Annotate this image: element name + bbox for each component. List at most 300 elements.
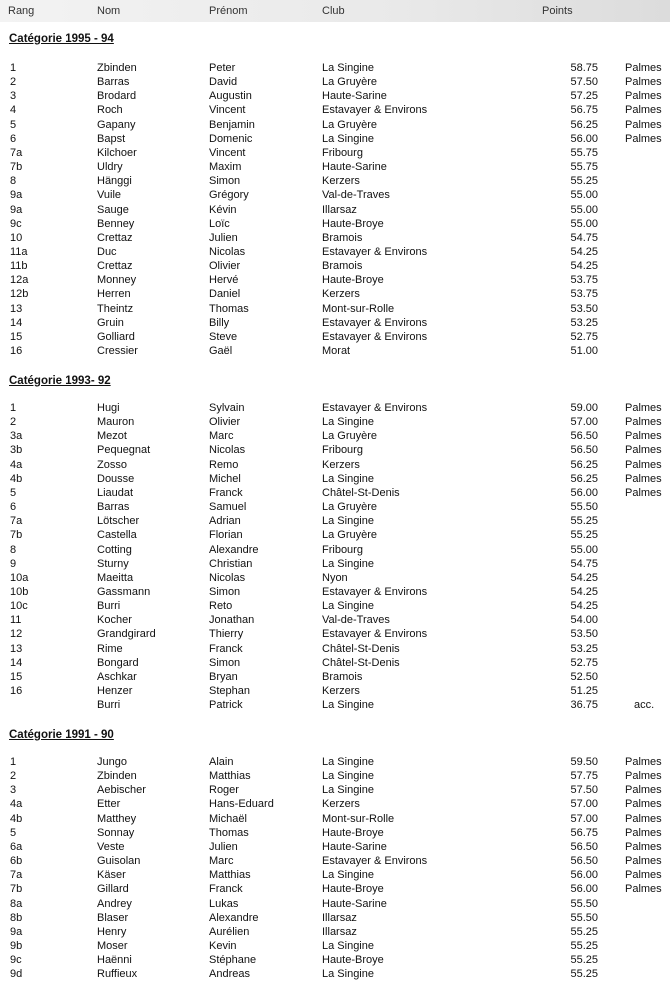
rank-cell: 10b xyxy=(10,585,29,598)
first-name-cell: David xyxy=(209,76,238,89)
club-cell: Kerzers xyxy=(322,458,360,471)
rank-cell: 4b xyxy=(10,472,23,485)
header-prenom: Prénom xyxy=(209,5,248,17)
table-row xyxy=(0,882,670,896)
club-cell: Kerzers xyxy=(322,798,360,811)
first-name-cell: Stephan xyxy=(209,685,250,697)
last-name-cell: Henzer xyxy=(97,685,133,697)
last-name-cell: Liaudat xyxy=(97,486,134,499)
first-name-cell: Christian xyxy=(209,557,253,570)
last-name-cell: Haënni xyxy=(97,954,132,967)
last-name-cell: Monney xyxy=(97,274,137,287)
table-row xyxy=(0,344,670,358)
points-cell: 56.50 xyxy=(570,855,598,868)
table-row xyxy=(0,316,670,330)
points-cell: 52.75 xyxy=(570,656,598,669)
table-row xyxy=(0,543,670,557)
last-name-cell: Henry xyxy=(97,925,127,938)
rank-cell: 4b xyxy=(10,812,23,825)
club-cell: Haute-Sarine xyxy=(322,840,387,853)
rank-cell: 2 xyxy=(10,416,17,429)
club-cell: Estavayer & Environs xyxy=(322,316,428,329)
table-row xyxy=(0,812,670,826)
last-name-cell: Sturny xyxy=(97,557,129,570)
note-cell: Palmes xyxy=(625,855,662,868)
club-cell: La Gruyère xyxy=(322,430,378,443)
club-cell: Estavayer & Environs xyxy=(322,245,428,258)
last-name-cell: Castella xyxy=(97,529,137,542)
club-cell: Haute-Sarine xyxy=(322,897,387,910)
first-name-cell: Gaël xyxy=(209,345,233,357)
first-name-cell: Sylvain xyxy=(209,402,245,414)
last-name-cell: Dousse xyxy=(97,472,135,485)
club-cell: Haute-Broye xyxy=(322,954,384,967)
table-row xyxy=(0,245,670,259)
rank-cell: 13 xyxy=(10,642,23,655)
points-cell: 53.75 xyxy=(570,274,598,287)
points-cell: 56.00 xyxy=(570,869,598,882)
club-cell: Val-de-Traves xyxy=(322,189,390,202)
rank-cell: 8 xyxy=(10,543,17,556)
last-name-cell: Maeitta xyxy=(97,571,134,584)
first-name-cell: Franck xyxy=(209,642,243,655)
last-name-cell: Sauge xyxy=(97,203,129,216)
last-name-cell: Gruin xyxy=(97,316,124,329)
club-cell: Estavayer & Environs xyxy=(322,402,428,414)
last-name-cell: Käser xyxy=(97,869,126,882)
rank-cell: 7a xyxy=(10,515,23,528)
points-cell: 56.00 xyxy=(570,486,598,499)
category-title: Catégorie 1995 - 94 xyxy=(9,33,114,45)
table-row xyxy=(0,443,670,457)
first-name-cell: Vincent xyxy=(209,104,246,117)
last-name-cell: Zbinden xyxy=(97,770,137,783)
first-name-cell: Andreas xyxy=(209,968,250,981)
last-name-cell: Pequegnat xyxy=(97,444,151,457)
header-nom: Nom xyxy=(97,5,121,17)
points-cell: 55.50 xyxy=(570,897,598,910)
table-row xyxy=(0,330,670,344)
first-name-cell: Simon xyxy=(209,175,241,188)
points-cell: 54.25 xyxy=(570,600,598,613)
rank-cell: 2 xyxy=(10,76,17,89)
table-row xyxy=(0,967,670,981)
last-name-cell: Jungo xyxy=(97,756,127,768)
rank-cell: 4a xyxy=(10,798,23,811)
club-cell: Fribourg xyxy=(322,146,363,159)
first-name-cell: Simon xyxy=(209,656,241,669)
last-name-cell: Bongard xyxy=(97,656,139,669)
points-cell: 52.50 xyxy=(570,670,598,683)
table-row xyxy=(0,472,670,486)
rank-cell: 2 xyxy=(10,770,17,783)
table-row xyxy=(0,684,670,698)
rank-cell: 11a xyxy=(10,245,28,258)
points-cell: 56.25 xyxy=(570,472,598,485)
rank-cell: 7a xyxy=(10,146,23,159)
last-name-cell: Sonnay xyxy=(97,826,135,839)
first-name-cell: Remo xyxy=(209,458,239,471)
first-name-cell: Thomas xyxy=(209,826,249,839)
rank-cell: 9a xyxy=(10,189,23,202)
note-cell: Palmes xyxy=(625,798,662,811)
points-cell: 53.75 xyxy=(570,288,598,301)
table-row xyxy=(0,797,670,811)
rank-cell: 7a xyxy=(10,869,23,882)
rank-cell: 6 xyxy=(10,132,17,145)
last-name-cell: Guisolan xyxy=(97,855,141,868)
last-name-cell: Kilchoer xyxy=(97,146,137,159)
last-name-cell: Benney xyxy=(97,217,135,230)
table-row xyxy=(0,486,670,500)
first-name-cell: Loïc xyxy=(209,217,230,230)
last-name-cell: Matthey xyxy=(97,812,137,825)
rank-cell: 3 xyxy=(10,784,17,797)
first-name-cell: Thomas xyxy=(209,302,249,315)
points-cell: 55.50 xyxy=(570,501,598,514)
first-name-cell: Aurélien xyxy=(209,925,250,938)
points-cell: 55.25 xyxy=(570,939,598,952)
first-name-cell: Grégory xyxy=(209,189,249,202)
last-name-cell: Etter xyxy=(97,798,121,811)
club-cell: Estavayer & Environs xyxy=(322,585,428,598)
note-cell: Palmes xyxy=(625,62,662,74)
points-cell: 57.50 xyxy=(570,784,598,797)
club-cell: Haute-Sarine xyxy=(322,90,387,103)
rank-cell: 9c xyxy=(10,954,22,967)
table-row xyxy=(0,670,670,684)
rank-cell: 6a xyxy=(10,840,23,853)
club-cell: Bramois xyxy=(322,231,363,244)
club-cell: Illarsaz xyxy=(322,203,357,216)
points-cell: 55.25 xyxy=(570,515,598,528)
last-name-cell: Moser xyxy=(97,939,128,952)
note-cell: Palmes xyxy=(625,458,662,471)
club-cell: La Singine xyxy=(322,600,374,613)
last-name-cell: Roch xyxy=(97,104,123,117)
table-row xyxy=(0,755,670,769)
note-cell: Palmes xyxy=(625,118,662,131)
rank-cell: 14 xyxy=(10,316,23,329)
table-row xyxy=(0,89,670,103)
last-name-cell: Herren xyxy=(97,288,131,301)
rank-cell: 7b xyxy=(10,529,23,542)
points-cell: 54.75 xyxy=(570,557,598,570)
note-cell: Palmes xyxy=(625,812,662,825)
table-row xyxy=(0,656,670,670)
points-cell: 59.00 xyxy=(570,402,598,414)
note-cell: Palmes xyxy=(625,132,662,145)
points-cell: 54.75 xyxy=(570,231,598,244)
rank-cell: 1 xyxy=(10,62,17,74)
last-name-cell: Grandgirard xyxy=(97,628,156,641)
last-name-cell: Aebischer xyxy=(97,784,146,797)
table-row xyxy=(0,203,670,217)
table-row xyxy=(0,103,670,117)
club-cell: Fribourg xyxy=(322,543,363,556)
last-name-cell: Kocher xyxy=(97,614,132,627)
rank-cell: 12b xyxy=(10,288,29,301)
note-cell: Palmes xyxy=(625,444,662,457)
points-cell: 56.75 xyxy=(570,104,598,117)
points-cell: 55.25 xyxy=(570,954,598,967)
points-cell: 54.00 xyxy=(570,614,598,627)
points-cell: 55.25 xyxy=(570,529,598,542)
club-cell: Mont-sur-Rolle xyxy=(322,812,395,825)
first-name-cell: Alain xyxy=(209,756,234,768)
table-row xyxy=(0,458,670,472)
category-title: Catégorie 1991 - 90 xyxy=(9,729,114,741)
last-name-cell: Rime xyxy=(97,642,123,655)
rank-cell: 7b xyxy=(10,161,23,174)
table-row xyxy=(0,925,670,939)
last-name-cell: Andrey xyxy=(97,897,132,910)
rank-cell: 12a xyxy=(10,274,29,287)
club-cell: Kerzers xyxy=(322,288,360,301)
first-name-cell: Lukas xyxy=(209,897,239,910)
table-row xyxy=(0,415,670,429)
club-cell: Mont-sur-Rolle xyxy=(322,302,395,315)
rank-cell: 5 xyxy=(10,826,17,839)
club-cell: La Singine xyxy=(322,756,374,768)
first-name-cell: Alexandre xyxy=(209,543,259,556)
points-cell: 36.75 xyxy=(570,699,598,712)
table-row xyxy=(0,826,670,840)
last-name-cell: Ruffieux xyxy=(97,968,138,981)
table-row xyxy=(0,188,670,202)
points-cell: 55.00 xyxy=(570,189,598,202)
club-cell: Estavayer & Environs xyxy=(322,628,428,641)
table-row xyxy=(0,75,670,89)
rank-cell: 8a xyxy=(10,897,23,910)
rank-cell: 9a xyxy=(10,203,23,216)
points-cell: 56.50 xyxy=(570,840,598,853)
rank-cell: 7b xyxy=(10,883,23,896)
table-row xyxy=(0,698,670,712)
first-name-cell: Reto xyxy=(209,600,233,613)
points-cell: 55.00 xyxy=(570,217,598,230)
club-cell: La Singine xyxy=(322,699,374,712)
club-cell: Bramois xyxy=(322,670,363,683)
club-cell: Illarsaz xyxy=(322,911,357,924)
rank-cell: 6 xyxy=(10,501,17,514)
points-cell: 55.25 xyxy=(570,925,598,938)
points-cell: 57.00 xyxy=(570,798,598,811)
points-cell: 57.75 xyxy=(570,770,598,783)
club-cell: La Singine xyxy=(322,416,374,429)
table-row xyxy=(0,613,670,627)
first-name-cell: Franck xyxy=(209,883,243,896)
first-name-cell: Samuel xyxy=(209,501,247,514)
last-name-cell: Crettaz xyxy=(97,231,133,244)
points-cell: 53.25 xyxy=(570,316,598,329)
first-name-cell: Franck xyxy=(209,486,243,499)
note-cell: Palmes xyxy=(625,756,662,768)
table-row xyxy=(0,500,670,514)
note-cell: Palmes xyxy=(625,883,662,896)
table-row xyxy=(0,571,670,585)
points-cell: 51.00 xyxy=(570,345,598,357)
club-cell: Châtel-St-Denis xyxy=(322,642,400,655)
note-cell: Palmes xyxy=(625,76,662,89)
club-cell: Illarsaz xyxy=(322,925,357,938)
club-cell: La Singine xyxy=(322,472,374,485)
rank-cell: 1 xyxy=(10,402,17,414)
first-name-cell: Alexandre xyxy=(209,911,259,924)
table-row xyxy=(0,585,670,599)
club-cell: Estavayer & Environs xyxy=(322,855,428,868)
points-cell: 56.00 xyxy=(570,132,598,145)
first-name-cell: Julien xyxy=(209,840,238,853)
rank-cell: 3a xyxy=(10,430,23,443)
last-name-cell: Vuile xyxy=(97,189,122,202)
club-cell: La Singine xyxy=(322,62,374,74)
rank-cell: 14 xyxy=(10,656,23,669)
table-row xyxy=(0,911,670,925)
header-points: Points xyxy=(542,5,573,17)
last-name-cell: Golliard xyxy=(97,330,135,343)
first-name-cell: Simon xyxy=(209,585,241,598)
last-name-cell: Blaser xyxy=(97,911,129,924)
rank-cell: 12 xyxy=(10,628,23,641)
rank-cell: 9 xyxy=(10,557,17,570)
rank-cell: 15 xyxy=(10,670,23,683)
points-cell: 54.25 xyxy=(570,260,598,273)
points-cell: 58.75 xyxy=(570,62,598,74)
table-row xyxy=(0,854,670,868)
points-cell: 51.25 xyxy=(570,685,598,697)
first-name-cell: Marc xyxy=(209,855,234,868)
last-name-cell: Cressier xyxy=(97,345,138,357)
club-cell: Bramois xyxy=(322,260,363,273)
table-row xyxy=(0,514,670,528)
club-cell: La Singine xyxy=(322,515,374,528)
last-name-cell: Lötscher xyxy=(97,515,140,528)
last-name-cell: Hänggi xyxy=(97,175,132,188)
table-row xyxy=(0,132,670,146)
table-row xyxy=(0,939,670,953)
points-cell: 55.75 xyxy=(570,146,598,159)
points-cell: 56.00 xyxy=(570,883,598,896)
rank-cell: 10 xyxy=(10,231,23,244)
first-name-cell: Matthias xyxy=(209,770,251,783)
club-cell: Nyon xyxy=(322,571,348,584)
table-row xyxy=(0,897,670,911)
first-name-cell: Vincent xyxy=(209,146,246,159)
table-row xyxy=(0,840,670,854)
note-cell: Palmes xyxy=(625,430,662,443)
first-name-cell: Thierry xyxy=(209,628,244,641)
table-row xyxy=(0,302,670,316)
note-cell: Palmes xyxy=(625,472,662,485)
club-cell: La Singine xyxy=(322,784,374,797)
rank-cell: 15 xyxy=(10,330,23,343)
club-cell: La Gruyère xyxy=(322,118,378,131)
note-cell: Palmes xyxy=(625,416,662,429)
points-cell: 53.25 xyxy=(570,642,598,655)
rank-cell: 10a xyxy=(10,571,29,584)
category-title: Catégorie 1993- 92 xyxy=(9,375,111,387)
first-name-cell: Benjamin xyxy=(209,118,255,131)
first-name-cell: Peter xyxy=(209,62,236,74)
table-row xyxy=(0,599,670,613)
points-cell: 55.50 xyxy=(570,911,598,924)
rank-cell: 10c xyxy=(10,600,28,613)
first-name-cell: Bryan xyxy=(209,670,238,683)
first-name-cell: Adrian xyxy=(209,515,241,528)
first-name-cell: Augustin xyxy=(209,90,252,103)
last-name-cell: Veste xyxy=(97,840,125,853)
last-name-cell: Gillard xyxy=(97,883,129,896)
table-row xyxy=(0,783,670,797)
first-name-cell: Domenic xyxy=(209,132,253,145)
last-name-cell: Mauron xyxy=(97,416,135,429)
note-cell: Palmes xyxy=(625,104,662,117)
points-cell: 52.75 xyxy=(570,330,598,343)
last-name-cell: Zosso xyxy=(97,458,127,471)
points-cell: 56.75 xyxy=(570,826,598,839)
club-cell: La Singine xyxy=(322,968,374,981)
note-cell: Palmes xyxy=(625,486,662,499)
club-cell: La Singine xyxy=(322,557,374,570)
table-row xyxy=(0,259,670,273)
points-cell: 56.50 xyxy=(570,430,598,443)
club-cell: Haute-Broye xyxy=(322,217,384,230)
table-row xyxy=(0,953,670,967)
header-club: Club xyxy=(322,5,345,17)
club-cell: Haute-Broye xyxy=(322,274,384,287)
first-name-cell: Matthias xyxy=(209,869,251,882)
points-cell: 53.50 xyxy=(570,302,598,315)
first-name-cell: Kevin xyxy=(209,939,237,952)
club-cell: Morat xyxy=(322,345,351,357)
rank-cell: 16 xyxy=(10,345,23,357)
points-cell: 56.50 xyxy=(570,444,598,457)
points-cell: 55.25 xyxy=(570,968,598,981)
rank-cell: 4a xyxy=(10,458,23,471)
club-cell: Kerzers xyxy=(322,175,360,188)
last-name-cell: Zbinden xyxy=(97,62,137,74)
rank-cell: 5 xyxy=(10,118,17,131)
last-name-cell: Barras xyxy=(97,501,130,514)
club-cell: Châtel-St-Denis xyxy=(322,656,400,669)
first-name-cell: Michel xyxy=(209,472,241,485)
last-name-cell: Burri xyxy=(97,699,121,712)
last-name-cell: Gassmann xyxy=(97,585,151,598)
table-row xyxy=(0,557,670,571)
points-cell: 55.25 xyxy=(570,175,598,188)
first-name-cell: Jonathan xyxy=(209,614,255,627)
club-cell: La Gruyère xyxy=(322,529,378,542)
last-name-cell: Gapany xyxy=(97,118,136,131)
table-row xyxy=(0,287,670,301)
rank-cell: 13 xyxy=(10,302,23,315)
rank-cell: 3 xyxy=(10,90,17,103)
first-name-cell: Marc xyxy=(209,430,234,443)
table-row xyxy=(0,273,670,287)
club-cell: Haute-Broye xyxy=(322,826,384,839)
rank-cell: 11b xyxy=(10,260,28,273)
club-cell: Châtel-St-Denis xyxy=(322,486,400,499)
note-cell: Palmes xyxy=(625,840,662,853)
club-cell: La Gruyère xyxy=(322,501,378,514)
rank-cell: 6b xyxy=(10,855,23,868)
points-cell: 55.00 xyxy=(570,203,598,216)
rank-cell: 9c xyxy=(10,217,22,230)
table-row xyxy=(0,160,670,174)
first-name-cell: Billy xyxy=(209,316,230,329)
note-cell: Palmes xyxy=(625,90,662,103)
